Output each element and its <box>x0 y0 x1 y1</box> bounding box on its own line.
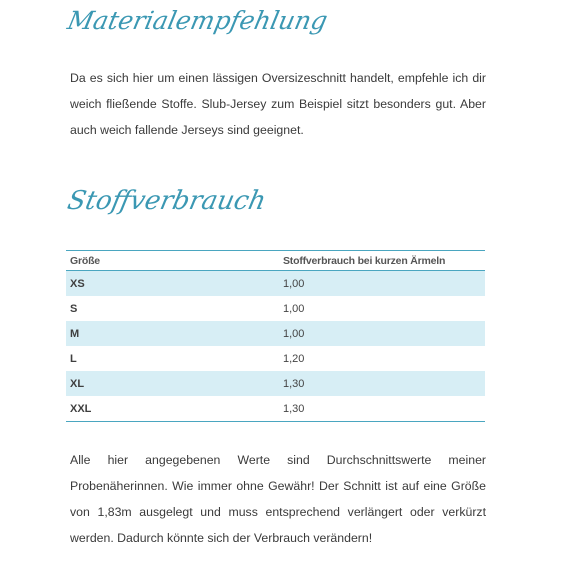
table-row <box>66 346 485 371</box>
value-cell: 1,00 <box>279 271 485 297</box>
header-consumption: Stoffverbrauch bei kurzen Ärmeln <box>279 251 485 271</box>
table-header-row <box>66 251 485 271</box>
material-heading: Materialempfehlung <box>64 6 331 35</box>
value-cell: 1,30 <box>279 396 485 422</box>
table-row <box>66 271 485 297</box>
table-row <box>66 396 485 422</box>
size-cell: XXL <box>66 396 279 422</box>
size-cell: M <box>66 321 279 346</box>
value-cell: 1,30 <box>279 371 485 396</box>
material-paragraph: Da es sich hier um einen lässigen Oversizeschnitt handelt, empfehle ich dir weich fließende Stoffe. Slub-Jersey zum Beispiel sitzt besonders gut. Aber auch weich fallende Jerseys sind geeignet. <box>70 71 486 137</box>
value-cell: 1,20 <box>283 352 305 365</box>
fabric-note-paragraph: Alle hier angegebenen Werte sind Durchschnittswerte meiner Probenäherinnen. Wie immer ohne Gewähr! Der Schnitt ist auf eine Größe von 1,83m ausgelegt und muss entsprechend verlängert oder verkürzt werden. Dadurch könnte sich der Verbrauch verändern! <box>70 453 486 545</box>
fabric-heading: Stoffverbrauch <box>64 186 269 216</box>
table-row <box>66 321 485 346</box>
size-cell: XS <box>66 271 279 297</box>
size-cell: XL <box>66 371 279 396</box>
size-cell: L <box>70 352 77 365</box>
table-row <box>66 371 485 396</box>
size-cell: S <box>70 302 78 315</box>
value-cell: 1,00 <box>283 302 305 315</box>
fabric-consumption-table <box>66 250 485 422</box>
table-row <box>66 296 485 321</box>
value-cell: 1,00 <box>279 321 485 346</box>
header-size: Größe <box>66 251 279 271</box>
